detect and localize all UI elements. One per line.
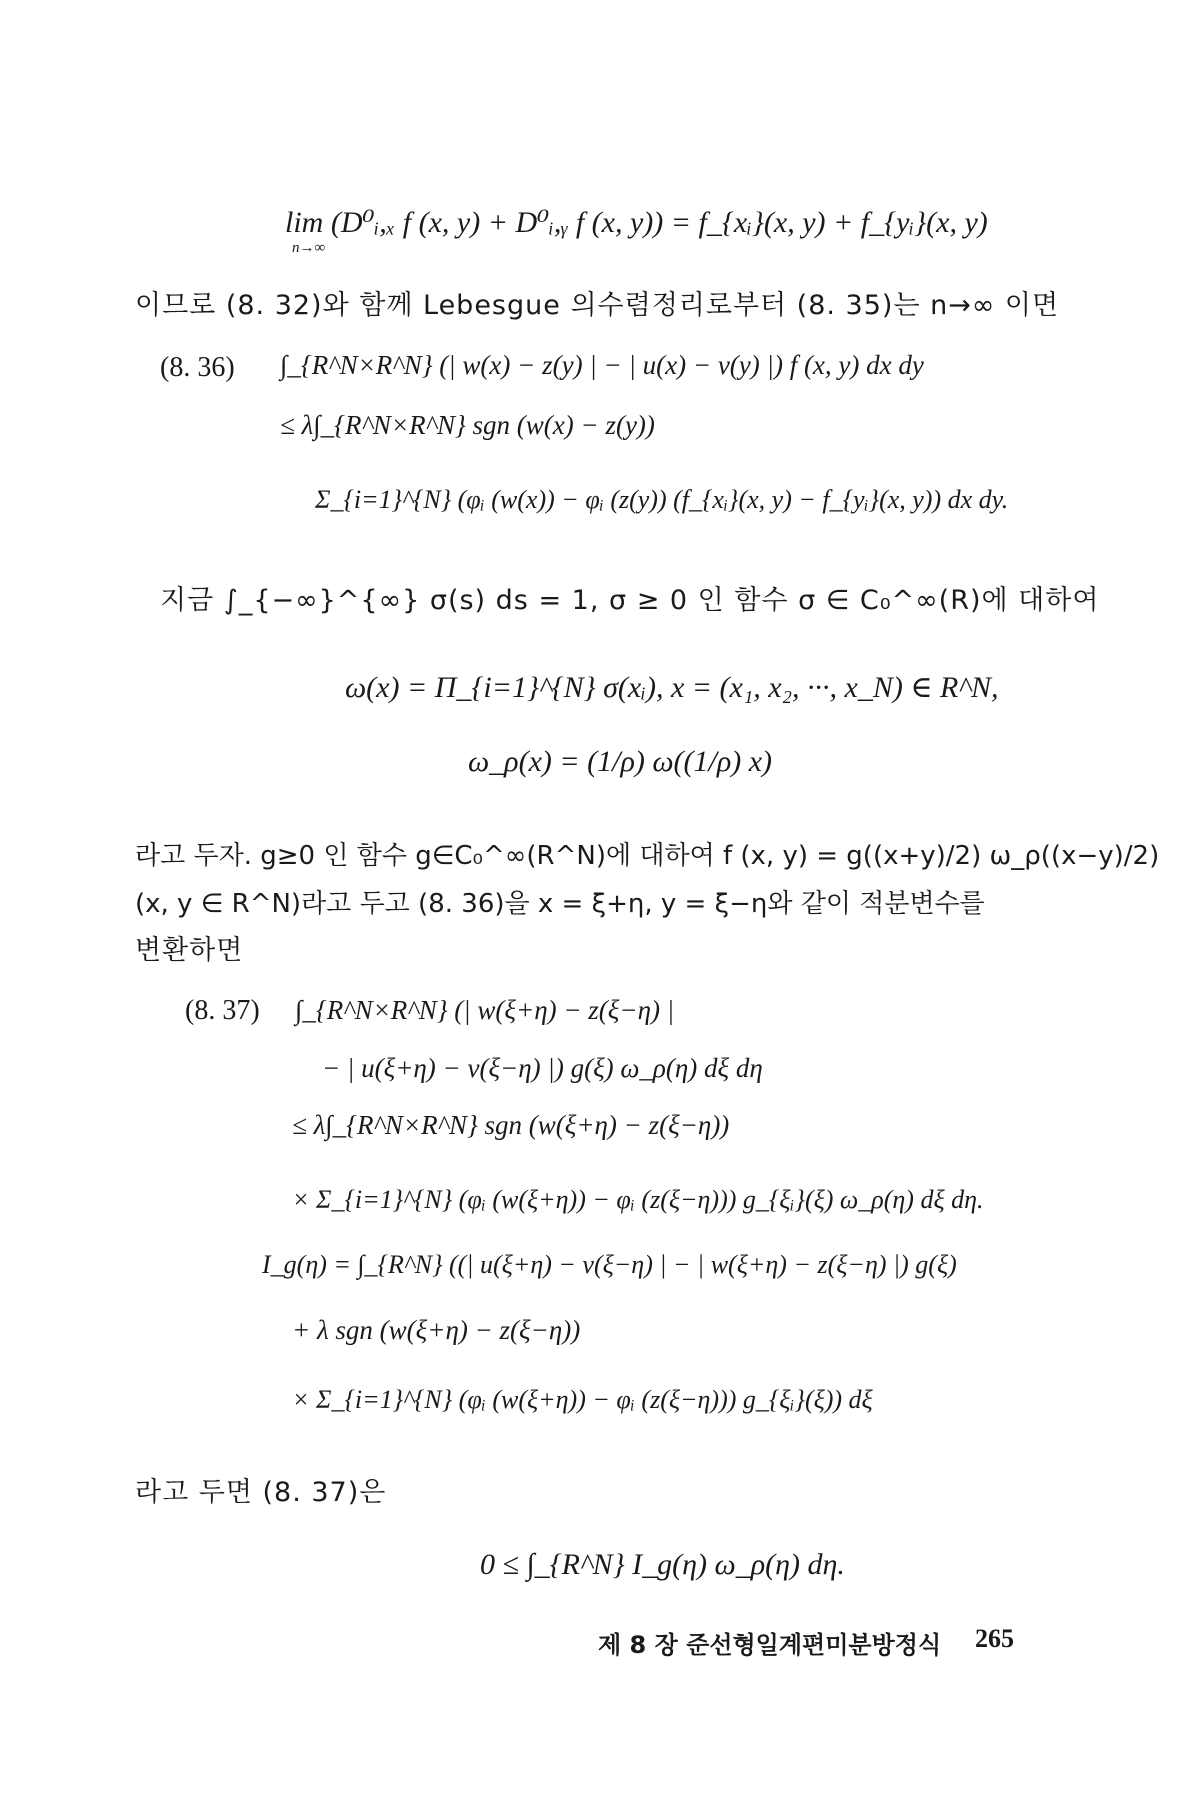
- limit-equation: lim (D⁰ᵢ,ₓ f (x, y) + D⁰ᵢ,ᵧ f (x, y)) = f_{xᵢ}(x, y) + f_{yᵢ}(x, y): [285, 206, 988, 239]
- equation-8-36-line-3: Σ_{i=1}^{N} (φᵢ (w(x)) − φᵢ (z(y)) (f_{xᵢ}(x, y) − f_{yᵢ}(x, y)) dx dy.: [315, 485, 1009, 514]
- sigma-definition-sentence: 지금 ∫_{−∞}^{∞} σ(s) ds = 1, σ ≥ 0 인 함수 σ ∈ C₀^∞(R)에 대하여: [160, 585, 1100, 616]
- equation-8-37-line-3: ≤ λ∫_{R^N×R^N} sgn (w(ξ+η) − z(ξ−η)): [292, 1110, 730, 1140]
- Ig-equation-line-2: + λ sgn (w(ξ+η) − z(ξ−η)): [292, 1315, 581, 1345]
- equation-8-36-line-2: ≤ λ∫_{R^N×R^N} sgn (w(x) − z(y)): [280, 410, 655, 440]
- Ig-equation-line-3: × Σ_{i=1}^{N} (φᵢ (w(ξ+η)) − φᵢ (z(ξ−η))) g_{ξᵢ}(ξ)) dξ: [292, 1385, 873, 1414]
- transform-word: 변환하면: [135, 935, 244, 966]
- equation-8-36-line-1: ∫_{R^N×R^N} (| w(x) − z(y) | − | u(x) − v(y) |) f (x, y) dx dy: [280, 350, 924, 380]
- lebesgue-sentence: 이므로 (8. 32)와 함께 Lebesgue 의수렴정리로부터 (8. 35)는 n→∞ 이면: [135, 290, 1060, 321]
- limit-subscript: n→∞: [292, 240, 326, 256]
- omega-rho-equation: ω_ρ(x) = (1/ρ) ω((1/ρ) x): [468, 745, 773, 778]
- Ig-equation-line-1: I_g(η) = ∫_{R^N} ((| u(ξ+η) − v(ξ−η) | − | w(ξ+η) − z(ξ−η) |) g(ξ): [262, 1250, 957, 1279]
- omega-product-equation: ω(x) = Π_{i=1}^{N} σ(xᵢ), x = (x₁, x₂, ···, x_N) ∈ R^N,: [345, 671, 999, 704]
- equation-8-37-line-1: ∫_{R^N×R^N} (| w(ξ+η) − z(ξ−η) |: [295, 995, 675, 1025]
- page-number: 265: [975, 1624, 1014, 1653]
- equation-label-8-36: (8. 36): [160, 352, 235, 383]
- final-inequality: 0 ≤ ∫_{R^N} I_g(η) ω_ρ(η) dη.: [480, 1548, 845, 1581]
- equation-label-8-37: (8. 37): [185, 995, 260, 1026]
- then-sentence: 라고 두면 (8. 37)은: [135, 1477, 387, 1508]
- equation-8-37-line-2: − | u(ξ+η) − v(ξ−η) |) g(ξ) ω_ρ(η) dξ dη: [322, 1053, 763, 1083]
- equation-8-37-line-4: × Σ_{i=1}^{N} (φᵢ (w(ξ+η)) − φᵢ (z(ξ−η))) g_{ξᵢ}(ξ) ω_ρ(η) dξ dη.: [292, 1185, 984, 1214]
- substitution-sentence: (x, y ∈ R^N)라고 두고 (8. 36)을 x = ξ+η, y = ξ−η와 같이 적분변수를: [135, 889, 985, 919]
- define-f-sentence: 라고 두자. g≥0 인 함수 g∈C₀^∞(R^N)에 대하여 f (x, y) = g((x+y)/2) ω_ρ((x−y)/2): [135, 841, 1160, 871]
- chapter-footer: 제 8 장 준선형일계편미분방정식: [598, 1631, 942, 1659]
